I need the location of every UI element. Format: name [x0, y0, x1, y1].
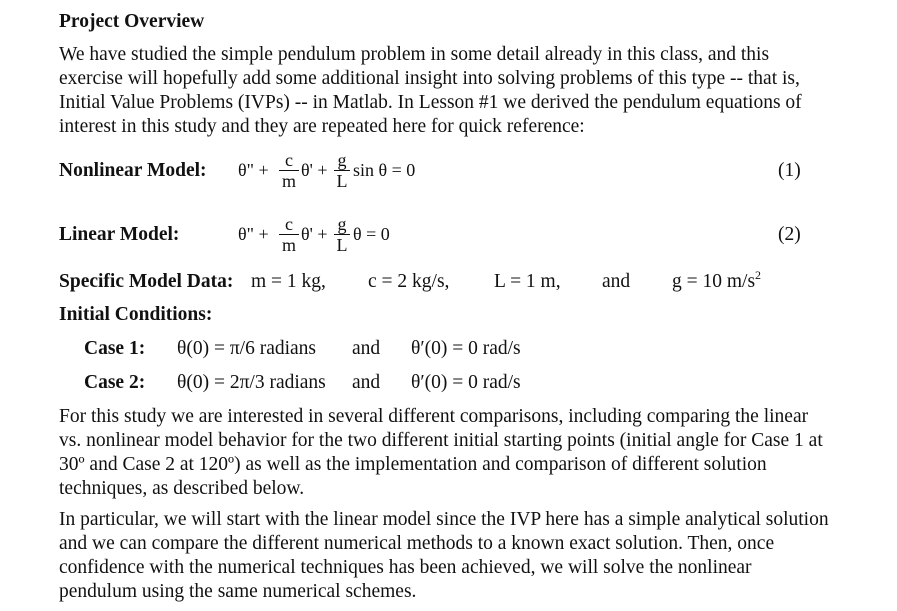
- case-2-dtheta0: θ′(0) = 0 rad/s: [411, 372, 521, 393]
- case-2-theta0: θ(0) = 2π/3 radians: [177, 372, 326, 393]
- paragraph-line: techniques, as described below.: [59, 478, 305, 499]
- paragraph-line: and we can compare the different numerical methods to a known exact solution. Then, once: [59, 533, 775, 554]
- paragraph-line: 30º and Case 2 at 120º) as well as the implementation and comparison of different solution: [59, 454, 767, 475]
- nonlinear-mid: θ' +: [301, 160, 328, 180]
- fraction-g-over-L: [334, 215, 350, 254]
- specific-data-label: Specific Model Data:: [59, 271, 234, 292]
- fraction-numerator: c: [285, 214, 293, 234]
- and-word: and: [602, 271, 631, 292]
- length-value: L = 1 m,: [494, 271, 561, 292]
- case-1-and: and: [352, 338, 381, 359]
- intro-line: interest in this study and they are repeated here for quick reference:: [59, 116, 585, 137]
- intro-line: We have studied the simple pendulum problem in some detail already in this class, and this: [59, 44, 770, 65]
- gravity-text: g = 10 m/s: [672, 271, 756, 292]
- intro-paragraph: [59, 43, 871, 139]
- initial-conditions-label: Initial Conditions:: [59, 304, 213, 325]
- gravity-exponent: 2: [755, 268, 762, 282]
- fraction-g-over-L: [334, 151, 350, 190]
- fraction-c-over-m: [279, 215, 299, 254]
- case-1-theta0: θ(0) = π/6 radians: [177, 338, 317, 359]
- nonlinear-lhs: θ" +: [238, 160, 269, 180]
- damping-value: c = 2 kg/s,: [368, 271, 450, 292]
- paragraph-line: For this study we are interested in several different comparisons, including comparing the linear: [59, 406, 809, 427]
- intro-line: exercise will hopefully add some additional insight into solving problems of this type -- that is,: [59, 68, 800, 89]
- linear-lhs: θ" +: [238, 224, 269, 244]
- case-2-and: and: [352, 372, 381, 393]
- linear-mid: θ' +: [301, 224, 328, 244]
- linear-model-label: Linear Model:: [59, 224, 180, 245]
- page-title: Project Overview: [59, 11, 205, 32]
- case-2-label: Case 2:: [84, 372, 146, 393]
- intro-line: Initial Value Problems (IVPs) -- in Matlab. In Lesson #1 we derived the pendulum equations of: [59, 92, 802, 113]
- case-1-label: Case 1:: [84, 338, 146, 359]
- equation-number: (1): [778, 160, 801, 181]
- fraction-denominator: m: [281, 235, 296, 255]
- fraction-numerator: g: [337, 214, 347, 234]
- equation-number: (2): [778, 224, 801, 245]
- mass-value: m = 1 kg,: [251, 271, 326, 292]
- fraction-denominator: L: [336, 171, 348, 191]
- nonlinear-model-label: Nonlinear Model:: [59, 160, 207, 181]
- nonlinear-tail: sin θ = 0: [353, 160, 416, 180]
- paragraph-line: confidence with the numerical techniques has been achieved, we will solve the nonlinear: [59, 557, 752, 578]
- fraction-denominator: m: [281, 171, 296, 191]
- paragraph-line: In particular, we will start with the linear model since the IVP here has a simple analytical solution: [59, 509, 829, 530]
- approach-paragraph: [59, 508, 871, 604]
- fraction-numerator: g: [337, 150, 347, 170]
- paragraph-line: pendulum using the same numerical schemes.: [59, 581, 417, 602]
- case-1-dtheta0: θ′(0) = 0 rad/s: [411, 338, 521, 359]
- comparison-paragraph: [59, 405, 871, 501]
- fraction-numerator: c: [285, 150, 293, 170]
- paragraph-line: vs. nonlinear model behavior for the two different initial starting points (initial angle for Case 1 at: [59, 430, 823, 451]
- linear-tail: θ = 0: [353, 224, 390, 244]
- fraction-c-over-m: [279, 151, 299, 190]
- fraction-denominator: L: [336, 235, 348, 255]
- gravity-value: [672, 268, 762, 293]
